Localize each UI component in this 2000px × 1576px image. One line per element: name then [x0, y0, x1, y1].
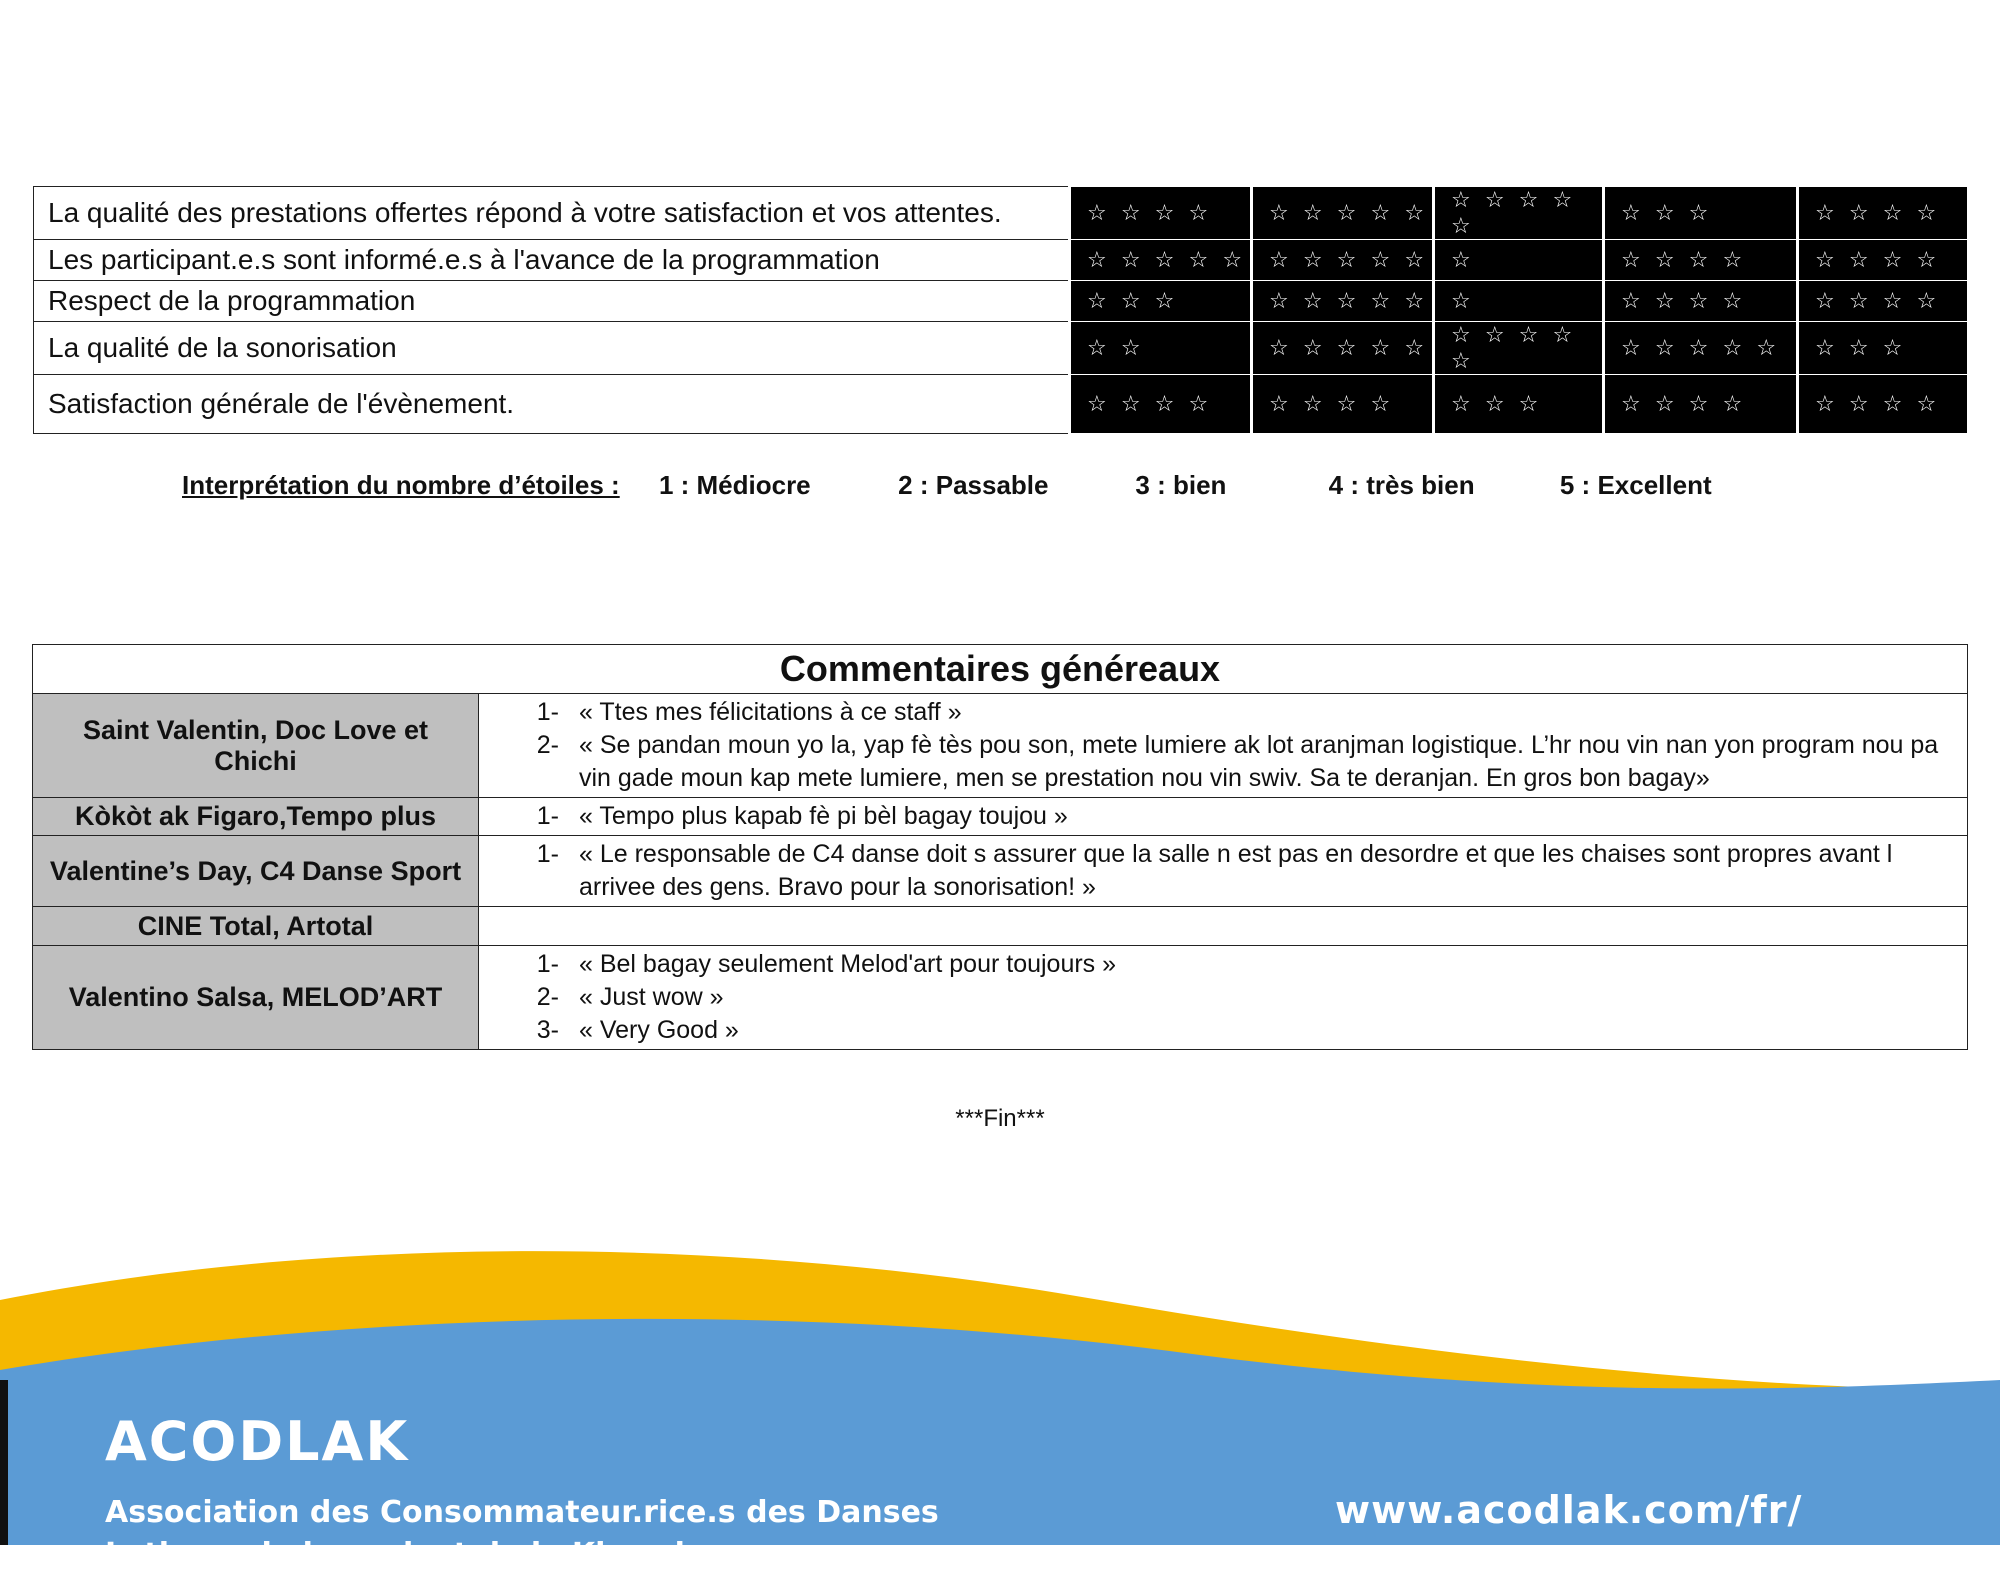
legend-item: 5 : Excellent: [1559, 470, 1712, 500]
rating-row: [34, 322, 1968, 375]
comment-text: « Ttes mes félicitations à ce staff »: [579, 698, 962, 726]
criterion-cell: La qualité des prestations offertes répond à votre satisfaction et vos attentes.: [34, 187, 1070, 240]
website-link[interactable]: www.acodlak.com/fr/: [1335, 1488, 1803, 1532]
star-rating-cell: ☆ ☆ ☆ ☆ ☆: [1252, 240, 1434, 281]
comment-cell: [479, 946, 1968, 1050]
comment-text: « Very Good »: [579, 1016, 739, 1044]
comment-item: [479, 696, 1947, 729]
brand-logo-text: ACODLAK: [105, 1410, 410, 1473]
star-rating-cell: ☆ ☆ ☆ ☆: [1798, 375, 1968, 434]
star-rating-cell: ☆ ☆ ☆ ☆: [1604, 240, 1798, 281]
comment-number: 2-: [536, 983, 559, 1011]
comment-cell: [479, 694, 1968, 798]
event-name-cell: Valentine’s Day, C4 Danse Sport: [33, 836, 479, 907]
comment-text: « Tempo plus kapab fè pi bèl bagay toujou »: [579, 802, 1068, 830]
criterion-cell: Satisfaction générale de l'évènement.: [34, 375, 1070, 434]
rating-row: [34, 281, 1968, 322]
comments-title: Commentaires généreaux: [33, 645, 1968, 694]
criterion-cell: Respect de la programmation: [34, 281, 1070, 322]
star-rating-cell: ☆ ☆ ☆ ☆: [1798, 187, 1968, 240]
comment-number: 1-: [536, 802, 559, 830]
star-rating-cell: ☆ ☆ ☆: [1070, 281, 1252, 322]
comment-cell: [479, 907, 1968, 946]
legend-item: 1 : Médiocre: [658, 470, 811, 500]
star-rating-cell: ☆: [1434, 281, 1604, 322]
star-rating-cell: ☆ ☆ ☆ ☆: [1798, 240, 1968, 281]
criterion-cell: Les participant.e.s sont informé.e.s à l'avance de la programmation: [34, 240, 1070, 281]
star-rating-cell: ☆ ☆ ☆: [1604, 187, 1798, 240]
star-rating-cell: ☆: [1434, 240, 1604, 281]
comment-list: [479, 696, 1947, 795]
comment-text: « Se pandan moun yo la, yap fè tès pou son, mete lumiere ak lot aranjman logistique. L’hr nou vin nan yon program nou pa vin gade moun kap mete lumiere, men se prestation nou vin swiv. Sa te deranjan. En gros bon bagay»: [579, 731, 1939, 792]
rating-row: [34, 375, 1968, 434]
comments-body: [33, 694, 1968, 1050]
star-rating-cell: ☆ ☆ ☆ ☆: [1070, 187, 1252, 240]
comment-row: [33, 907, 1968, 946]
ratings-body: [34, 187, 1968, 434]
star-rating-cell: ☆ ☆ ☆ ☆: [1070, 375, 1252, 434]
comment-item: [479, 1014, 1947, 1047]
comment-cell: [479, 798, 1968, 836]
star-rating-cell: ☆ ☆ ☆ ☆: [1798, 281, 1968, 322]
comment-row: [33, 836, 1968, 907]
comment-number: 1-: [536, 698, 559, 726]
star-rating-cell: ☆ ☆ ☆: [1434, 375, 1604, 434]
comment-text: « Bel bagay seulement Melod'art pour toujours »: [579, 950, 1117, 978]
criterion-cell: La qualité de la sonorisation: [34, 322, 1070, 375]
comment-list: [479, 800, 1947, 833]
comment-item: [479, 838, 1947, 904]
star-rating-cell: ☆ ☆ ☆ ☆ ☆: [1604, 322, 1798, 375]
association-name: [105, 1492, 939, 1576]
star-rating-cell: ☆ ☆ ☆ ☆ ☆: [1252, 281, 1434, 322]
association-line-1: Association des Consommateur.rice.s des Danses: [105, 1495, 939, 1530]
comment-list: [479, 948, 1947, 1047]
comment-row: [33, 798, 1968, 836]
comment-item: [479, 800, 1947, 833]
left-edge-bar: [0, 1380, 8, 1545]
star-rating-cell: ☆ ☆: [1070, 322, 1252, 375]
star-rating-cell: ☆ ☆ ☆ ☆ ☆: [1434, 322, 1604, 375]
star-rating-cell: ☆ ☆ ☆ ☆ ☆: [1070, 240, 1252, 281]
comment-row: [33, 946, 1968, 1050]
event-name-cell: CINE Total, Artotal: [33, 907, 479, 946]
comment-text: « Just wow »: [579, 983, 724, 1011]
ratings-table: [33, 186, 1968, 434]
rating-row: [34, 240, 1968, 281]
rating-row: [34, 187, 1968, 240]
event-name-cell: Saint Valentin, Doc Love et Chichi: [33, 694, 479, 798]
comment-item: [479, 948, 1947, 981]
star-rating-cell: ☆ ☆ ☆ ☆: [1252, 375, 1434, 434]
event-name-cell: Kòkòt ak Figaro,Tempo plus: [33, 798, 479, 836]
association-line-2: Latines, de la zouk et de la Kizomba: [105, 1537, 717, 1572]
end-marker: ***Fin***: [955, 1105, 1045, 1132]
comments-table: [32, 644, 1968, 1050]
comment-item: [479, 981, 1947, 1014]
comment-number: 2-: [536, 731, 559, 759]
comment-number: 1-: [536, 950, 559, 978]
comment-cell: [479, 836, 1968, 907]
star-rating-cell: ☆ ☆ ☆ ☆: [1604, 281, 1798, 322]
legend-item: 4 : très bien: [1328, 470, 1475, 500]
comment-list: [479, 838, 1947, 904]
stars-legend: [182, 470, 1712, 501]
star-rating-cell: ☆ ☆ ☆ ☆ ☆: [1252, 322, 1434, 375]
star-rating-cell: ☆ ☆ ☆ ☆ ☆: [1252, 187, 1434, 240]
legend-title: Interprétation du nombre d’étoiles :: [182, 470, 620, 500]
legend-item: 3 : bien: [1135, 470, 1227, 500]
comment-number: 3-: [536, 1016, 559, 1044]
comment-row: [33, 694, 1968, 798]
legend-item: 2 : Passable: [898, 470, 1049, 500]
star-rating-cell: ☆ ☆ ☆: [1798, 322, 1968, 375]
star-rating-cell: ☆ ☆ ☆ ☆: [1604, 375, 1798, 434]
comment-text: « Le responsable de C4 danse doit s assurer que la salle n est pas en desordre et que les chaises sont propres avant l arrivee des gens. Bravo pour la sonorisation! »: [579, 840, 1893, 901]
comment-number: 1-: [536, 840, 559, 868]
event-name-cell: Valentino Salsa, MELOD’ART: [33, 946, 479, 1050]
comment-item: [479, 729, 1947, 795]
star-rating-cell: ☆ ☆ ☆ ☆ ☆: [1434, 187, 1604, 240]
